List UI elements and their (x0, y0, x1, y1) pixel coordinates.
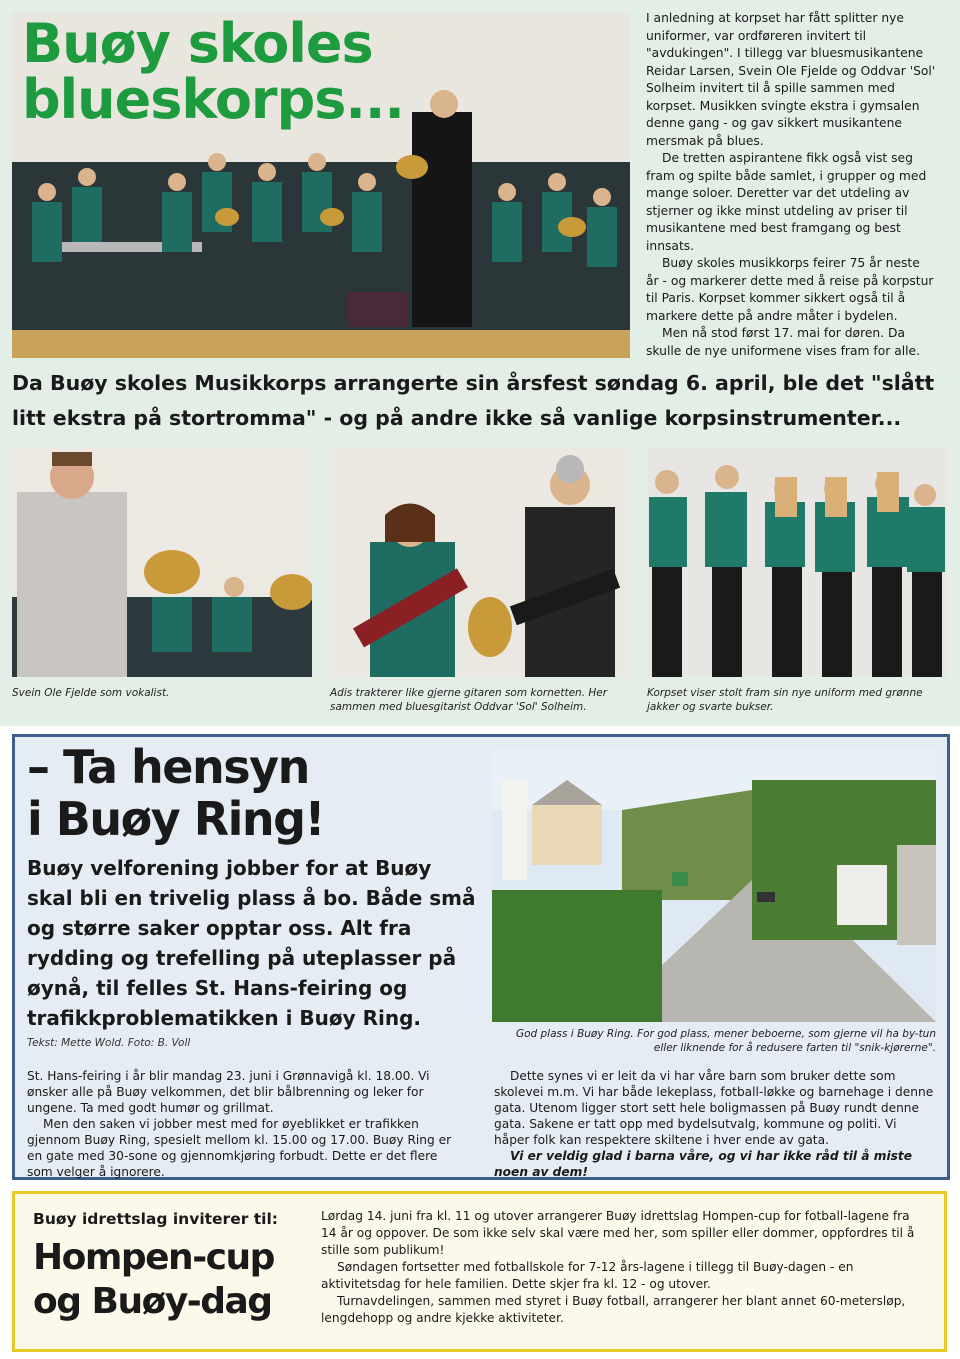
paragraph: Buøy skoles musikkorps feirer 75 år neste år - og markerer dette med å reise på korpstur til Paris. Korpset kommer sikkert også til å markere dette på andre måter i bydelen. (646, 256, 934, 323)
paragraph: Men den saken vi jobber mest med for øyeblikket er trafikken gjennom Buøy Ring, spesielt mellom kl. 15.00 og 17.00. Buøy Ring er en gate med 30-sone og gjennomkjøring forbudt. Dette er det flere som velger å ignorere. (27, 1117, 452, 1179)
kicker: Buøy idrettslag inviterer til: (33, 1210, 278, 1228)
photo-caption: Adis trakterer like gjerne gitaren som kornetten. Her sammen med bluesgitarist Oddvar 'Sol' Solheim. (330, 687, 608, 713)
paragraph: Dette synes vi er leit da vi har våre barn som bruker dette som skolevei m.m. Vi har både lekeplass, fotball-løkke og barnehage i denne gata. Utenom ligger stort sett hele boligmassen på Buøy rundt denne gata. Sakene er tatt opp med bydelsutvalg, kommune og politi. Vi håper folk kan respektere skiltene i hver ende av gata. (494, 1069, 934, 1147)
band-uniform-photo-image (647, 447, 947, 677)
headline (22, 12, 404, 131)
band-uniform-photo (647, 447, 947, 677)
sports-announcement (12, 1191, 947, 1352)
guitarists-photo-image (330, 447, 630, 677)
paragraph: Men nå stod først 17. mai for døren. Da skulle de nye uniformene vises fram for alle. (646, 326, 921, 358)
headline-line: Hompen-cup (33, 1237, 274, 1278)
traffic-article (12, 734, 950, 1180)
announcement-body (321, 1208, 927, 1327)
photo-caption: Svein Ole Fjelde som vokalist. (12, 687, 170, 699)
lead-text: Da Buøy skoles Musikkorps arrangerte sin årsfest søndag 6. april, ble det "slått litt ekstra på stortromma" - og på andre ikke så vanlige korpsinstrumenter... (12, 371, 935, 430)
paragraph: De tretten aspirantene fikk også vist seg fram og spilte både samlet, i grupper og med mange soloer. Deretter var det utdeling av stjerner og ikke minst utdeling av priser til musikantene med best framgang og best innsats. (646, 151, 927, 253)
article-column-left (27, 1068, 457, 1180)
headline-line: og Buøy-dag (33, 1281, 272, 1322)
paragraph: Turnavdelingen, sammen med styret i Buøy fotball, arrangerer her blant annet 60-metersløp, lengdehopp og andre kjekke aktiviteter. (321, 1294, 906, 1325)
paragraph: Lørdag 14. juni fra kl. 11 og utover arrangerer Buøy idrettslag Hompen-cup for fotball-lagene fra 14 år og oppover. De som ikke selv skal være med her, som spiller eller dommer, oppfordres til å stille som publikum! (321, 1209, 915, 1257)
photo-caption: God plass i Buøy Ring. For god plass, mener beboerne, som gjerne vil ha by-tun eller liknende for å redusere farten til "snik-kjørerne". (515, 1028, 936, 1054)
byline: Tekst: Mette Wold. Foto: B. Voll (27, 1037, 191, 1049)
street-photo (492, 750, 936, 1022)
photo-caption: Korpset viser stolt fram sin nye uniform med grønne jakker og svarte bukser. (647, 687, 923, 713)
paragraph: I anledning at korpset har fått splitter nye uniformer, var ordføreren invitert til "avdukingen". I tillegg var bluesmusikantene Reidar Larsen, Svein Ole Fjelde og Oddvar 'Sol' Solheim invitert til å spille sammen med korpset. Musikken svingte ekstra i gymsalen denne gang - og gav sikkert musikantene mersmak på blues. (646, 11, 936, 148)
article-column-right (494, 1068, 934, 1180)
article-column (646, 10, 936, 360)
vocalist-photo-image (12, 447, 312, 677)
headline-line: blueskorps... (22, 68, 404, 131)
headline (33, 1236, 274, 1324)
paragraph: St. Hans-feiring i år blir mandag 23. juni i Grønnavigå kl. 18.00. Vi ønsker alle på Buøy velkommen, det blir bålbrenning og leker for ungene. Ta med godt humør og grillmat. (27, 1069, 430, 1115)
headline-line: Buøy skoles (22, 12, 373, 75)
street-photo-image (492, 750, 936, 1022)
vocalist-photo (12, 447, 312, 677)
headline-line: i Buøy Ring! (27, 792, 325, 846)
guitarists-photo (330, 447, 630, 677)
headline (27, 741, 324, 845)
emphasis-paragraph: Vi er veldig glad i barna våre, og vi har ikke råd til å miste noen av dem! (494, 1149, 912, 1179)
paragraph: Søndagen fortsetter med fotballskole for 7-12 års-lagene i tillegg til Buøy-dagen - en aktivitetsdag for hele familien. Dette skjer fra kl. 12 - og utover. (321, 1260, 854, 1291)
headline-line: – Ta hensyn (27, 740, 309, 794)
lead-text: Buøy velforening jobber for at Buøy skal bli en trivelig plass å bo. Både små og større saker opptar oss. Alt fra rydding og trefelling på uteplasser på øynå, til felles St. Hans-feiring og trafikkproblematikken i Buøy Ring. (27, 856, 476, 1030)
